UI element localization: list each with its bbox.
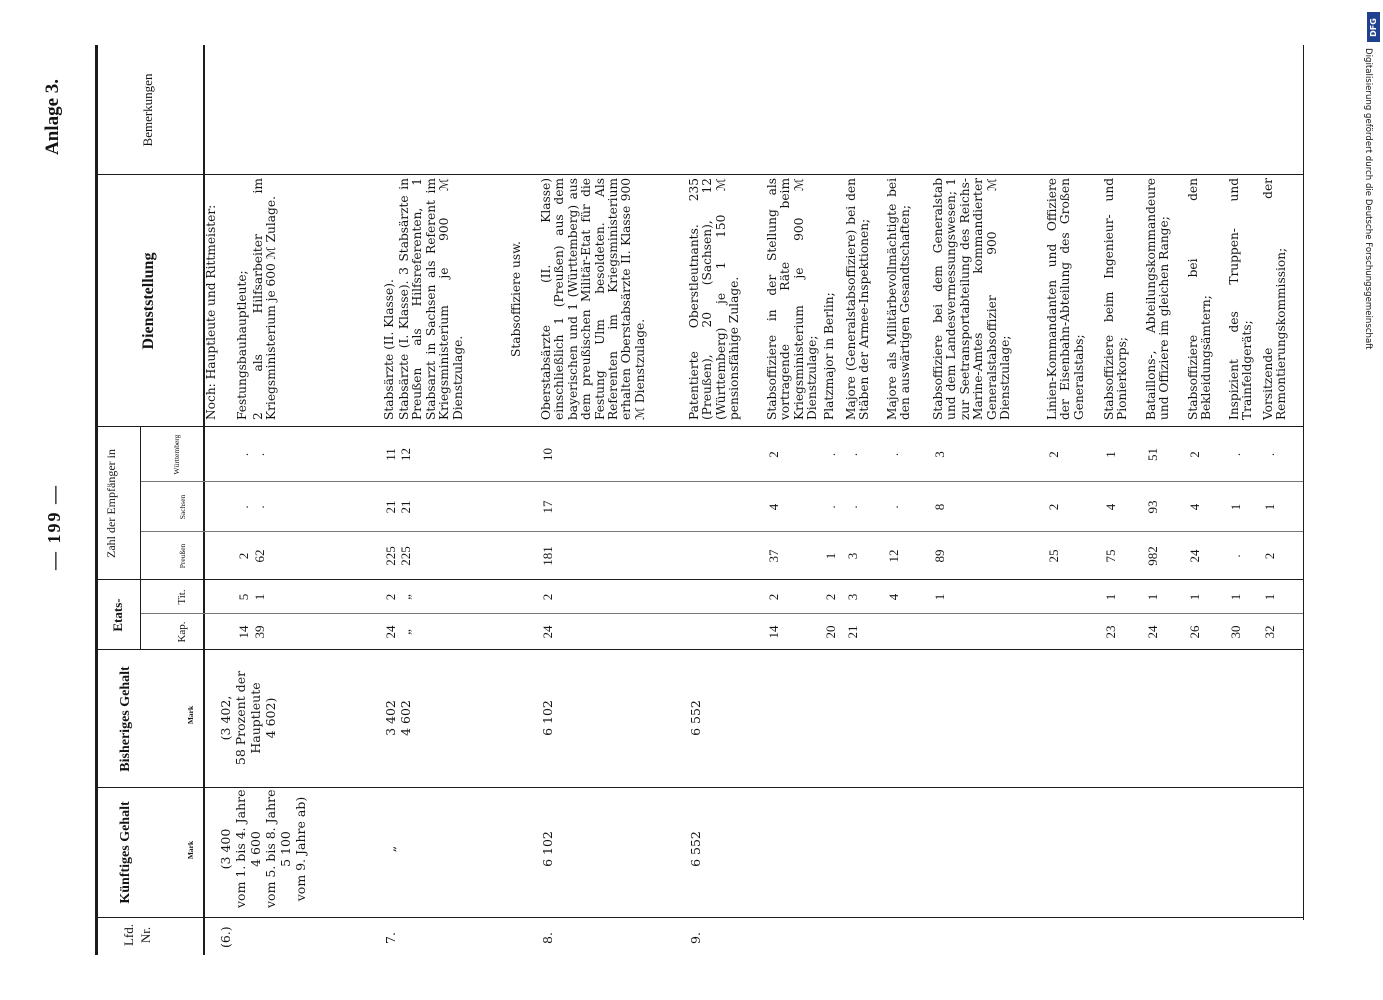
group-9-row-2-tit: 2 (823, 593, 838, 601)
group-6-kuenftig-l0: (3 400 (218, 828, 233, 870)
group-9-row-3-p: 3 (845, 552, 860, 560)
col-head-preussen: Preußen (178, 543, 187, 569)
col-head-wuerttemberg: Württemberg (172, 434, 181, 475)
group-9-row-10-kap: 30 (1228, 625, 1243, 639)
group-9-row-1-s: 4 (766, 503, 781, 511)
group-8-row-1-kap: 24 (540, 625, 555, 639)
group-7-row-1-text: Stabsärzte (I. Klasse). 3 Stabsärzte in Preußen als Hilfsreferenten, 1 Stabsarzt in Sachsen als Referent im Kriegsministerium je 900 ℳ Dienstzulage. (397, 178, 465, 420)
col-head-lfd-nr: Lfd. Nr. (121, 923, 153, 947)
group-9-row-5-p: 89 (932, 549, 947, 563)
col-head-etats: Etats- (110, 598, 125, 632)
group-7-row-0-kap: 24 (383, 625, 398, 639)
group-9-row-9-p: 24 (1187, 549, 1202, 563)
group-9-row-5-w: 3 (932, 451, 947, 458)
group-8-row-1-w: 10 (540, 448, 555, 461)
group-7-row-0-p: 225 (383, 546, 398, 566)
group-7-row-0-w: 11 (383, 448, 398, 461)
group-9-row-1-p: 37 (766, 549, 781, 563)
group-9-row-6-p: 25 (1046, 549, 1061, 563)
group-9-row-7-text: Stabsoffiziere beim Ingenieur- und Pionierkorps; (1102, 178, 1130, 420)
group-6-bisherig-l1: 58 Prozent der (233, 670, 248, 766)
group-9-row-5-tit: 1 (932, 593, 947, 601)
rule-bottom (1303, 45, 1304, 920)
group-9-row-11-kap: 32 (1262, 625, 1277, 639)
col-head-sachsen: Sachsen (178, 494, 187, 520)
group-9-row-10-s: 1 (1228, 503, 1243, 511)
group-9-row-6-w: 2 (1046, 451, 1061, 458)
group-9-row-7-w: 1 (1103, 451, 1118, 458)
group-9-row-8-kap: 24 (1145, 625, 1160, 639)
group-9-row-0-text: Patentierte Oberstleutnants. 235 (Preußen), 20 (Sachsen), 12 (Württemberg) je 1 150 ℳ pensionsfähige Zulage. (687, 178, 742, 420)
col-unit-kuenftiges: Mark (186, 840, 195, 860)
group-9-row-10-w: . (1228, 452, 1243, 457)
group-9-kuenftig-l0: 6 552 (688, 831, 703, 867)
group-7-nr: 7. (383, 932, 398, 944)
group-9-row-8-text: Bataillons-, Abteilungskommandeure und Offiziere im gleichen Range; (1144, 178, 1172, 420)
group-6-kuenftig-l1: vom 1. bis 4. Jahre (233, 789, 248, 908)
group-9-row-8-w: 51 (1145, 448, 1160, 461)
group-9-row-8-p: 982 (1145, 546, 1160, 566)
group-6-kuenftig-l4: 5 100 (278, 831, 293, 867)
col-sep-5 (95, 426, 1303, 427)
group-6-row-0-text: Noch: Hauptleute und Rittmeister: (204, 204, 218, 420)
group-7-row-1-w: 12 (398, 448, 413, 461)
group-9-row-11-p: 2 (1262, 552, 1277, 560)
group-9-row-10-tit: 1 (1228, 593, 1243, 601)
group-9-row-9-w: 2 (1187, 451, 1202, 458)
col-head-bemerkungen: Bemerkungen (140, 73, 155, 147)
group-9-row-2-w: . (823, 452, 838, 457)
group-7-kuenftig-l0: „ (383, 845, 398, 853)
group-9-row-9-tit: 1 (1187, 593, 1202, 601)
col-head-dienststellung: Dienststellung (140, 252, 157, 350)
group-9-row-6-s: 2 (1046, 503, 1061, 511)
group-7-bisherig-l1: 4 602 (398, 700, 413, 736)
group-7-bisherig-l0: 3 402 (383, 700, 398, 736)
group-6-nr: (6.) (218, 926, 233, 948)
group-9-row-9-s: 4 (1187, 503, 1202, 511)
group-6-row-2-p: 62 (252, 549, 267, 563)
group-9-row-9-text: Stabsoffiziere bei den Bekleidungsämtern; (1186, 178, 1214, 420)
group-7-row-0-text: Stabsärzte (II. Klasse). (382, 279, 396, 420)
group-6-row-2-text: 2 als Hilfsarbeiter im Kriegsministerium je 600 ℳ Zulage. (251, 178, 279, 420)
group-6-kuenftig-l3: vom 5. bis 8. Jahre (263, 789, 278, 908)
col-sep-3 (95, 649, 1303, 650)
group-6-row-1-p: 2 (236, 552, 251, 560)
group-9-row-11-tit: 1 (1262, 593, 1277, 601)
col-unit-bisheriges: Mark (186, 705, 195, 725)
group-7-row-0-tit: 2 (383, 593, 398, 601)
group-9-row-5-s: 8 (932, 503, 947, 511)
group-6-row-2-kap: 39 (252, 625, 267, 639)
group-6-row-1-w: . (236, 452, 251, 457)
page-number: — 199 — (44, 484, 64, 570)
group-6-bisherig-l2: Hauptleute (248, 682, 263, 754)
group-9-row-2-s: . (823, 505, 838, 509)
group-9-row-1-kap: 14 (766, 625, 781, 639)
group-9-row-10-p: . (1228, 554, 1243, 558)
group-6-row-2-s: . (252, 505, 267, 509)
head-split-zahl (140, 427, 141, 580)
group-9-row-7-kap: 23 (1103, 625, 1118, 639)
col-sep-sub-p (140, 531, 1303, 532)
col-sep-sub-kap (140, 613, 1303, 614)
group-9-row-7-p: 75 (1103, 549, 1118, 563)
group-6-row-1-kap: 14 (236, 625, 251, 639)
dfg-logo-text: DFG (1369, 17, 1379, 37)
group-6-row-1-s: . (236, 505, 251, 509)
group-8-row-0-text: Stabsoffiziere usw. (509, 241, 523, 357)
group-6-bisherig-l3: 4 602) (263, 697, 278, 739)
group-9-row-3-tit: 3 (845, 593, 860, 601)
group-9-row-3-kap: 21 (845, 625, 860, 639)
group-9-row-11-w: . (1262, 452, 1277, 457)
col-sep-1 (95, 917, 1303, 918)
group-6-bisherig-l0: (3 402, (218, 695, 233, 741)
group-7-row-1-kap: „ (398, 629, 413, 635)
group-9-row-4-s: . (886, 505, 901, 509)
digitization-note: Digitalisierung gefördert durch die Deutsche Forschungsgemeinschaft (1363, 48, 1373, 350)
group-9-row-7-s: 4 (1103, 503, 1118, 511)
group-6-row-2-tit: 1 (252, 593, 267, 601)
group-9-row-4-p: 12 (886, 549, 901, 563)
group-8-nr: 8. (540, 932, 555, 944)
group-7-row-1-p: 225 (398, 546, 413, 566)
group-7-row-1-tit: „ (398, 594, 413, 600)
group-9-row-7-tit: 1 (1103, 593, 1118, 601)
col-sep-sub-s (140, 481, 1303, 482)
group-9-row-4-tit: 4 (886, 593, 901, 601)
col-head-zahl: Zahl der Empfänger in (104, 449, 118, 558)
group-9-row-3-text: Majore (Generalstabsoffiziere) bei den Stäben der Armee-Inspektionen; (844, 178, 872, 420)
group-9-nr: 9. (688, 932, 703, 944)
group-8-row-1-s: 17 (540, 500, 555, 514)
col-head-kap: Kap. (176, 621, 188, 643)
group-9-row-6-text: Linien-Kommandanten und Offiziere der Eisenbahn-Abteilung des Großen Generalstabs; (1045, 178, 1086, 420)
group-7-row-0-s: 21 (383, 500, 398, 514)
group-9-row-4-text: Majore als Militärbevollmächtigte bei den auswärtigen Gesandtschaften; (885, 178, 913, 420)
rule-top-heavy (95, 45, 98, 955)
group-9-row-11-text: Vorsitzende der Remontierungskommission; (1261, 178, 1289, 420)
group-9-row-1-w: 2 (766, 451, 781, 458)
group-9-row-2-text: Platzmajor in Berlin; (822, 292, 836, 420)
group-6-row-1-text: Festungsbauhauptleute; (235, 270, 249, 420)
group-6-row-1-tit: 5 (236, 593, 251, 601)
col-sep-6 (95, 174, 1303, 175)
group-8-row-1-text: Oberstabsärzte (II. Klasse) einschließlich 1 (Preußen) aus dem bayerischen und 1 (Württemberg) aus dem preußischen Militär-Etat für die Festung Ulm besoldeten. Als Referenten im Kriegsministerium erhalten Oberstabsärzte II. Klasse 900 ℳ Dienstzulage. (539, 178, 647, 420)
group-9-row-1-text: Stabsoffiziere in der Stellung als vortragende Räte beim Kriegsministerium je 900 ℳ Dienstzulage; (765, 178, 820, 420)
group-9-row-5-text: Stabsoffiziere bei dem Generalstab und dem Landesvermessungswesen; 1 zur Seetransportabteilung des Reichs-Marine-Amtes kommandierter Generalstabsoffizier 900 ℳ Dienstzulage; (931, 178, 1013, 420)
col-head-tit: Tit. (176, 589, 188, 605)
col-sep-2 (95, 787, 1303, 788)
group-9-row-11-s: 1 (1262, 503, 1277, 511)
group-6-kuenftig-l2: 4 600 (248, 831, 263, 867)
group-9-row-8-s: 93 (1145, 500, 1160, 514)
anlage-label: Anlage 3. (42, 79, 63, 155)
col-sep-4 (95, 579, 1303, 580)
group-8-row-1-tit: 2 (540, 593, 555, 601)
group-9-row-10-text: Inspizient des Truppen- und Trainfeldgeräts; (1227, 178, 1255, 420)
group-9-row-2-kap: 20 (823, 625, 838, 639)
group-9-row-1-tit: 2 (766, 593, 781, 601)
group-9-row-2-p: 1 (823, 552, 838, 560)
group-8-row-1-p: 181 (540, 546, 555, 566)
group-9-row-8-tit: 1 (1145, 593, 1160, 601)
group-7-row-1-s: 21 (398, 500, 413, 514)
group-9-row-4-w: . (886, 452, 901, 457)
group-9-bisherig-l0: 6 552 (688, 700, 703, 736)
group-6-row-2-w: . (252, 452, 267, 457)
group-8-bisherig-l0: 6 102 (540, 700, 555, 736)
group-9-row-9-kap: 26 (1187, 625, 1202, 639)
head-split-etats (140, 580, 141, 650)
group-9-row-3-w: . (845, 452, 860, 457)
group-8-kuenftig-l0: 6 102 (540, 831, 555, 867)
group-6-kuenftig-l5: vom 9. Jahre ab) (293, 796, 308, 902)
col-head-kuenftiges: Künftiges Gehalt (118, 801, 133, 904)
group-9-row-3-s: . (845, 505, 860, 509)
col-head-bisheriges: Bisheriges Gehalt (118, 666, 133, 772)
